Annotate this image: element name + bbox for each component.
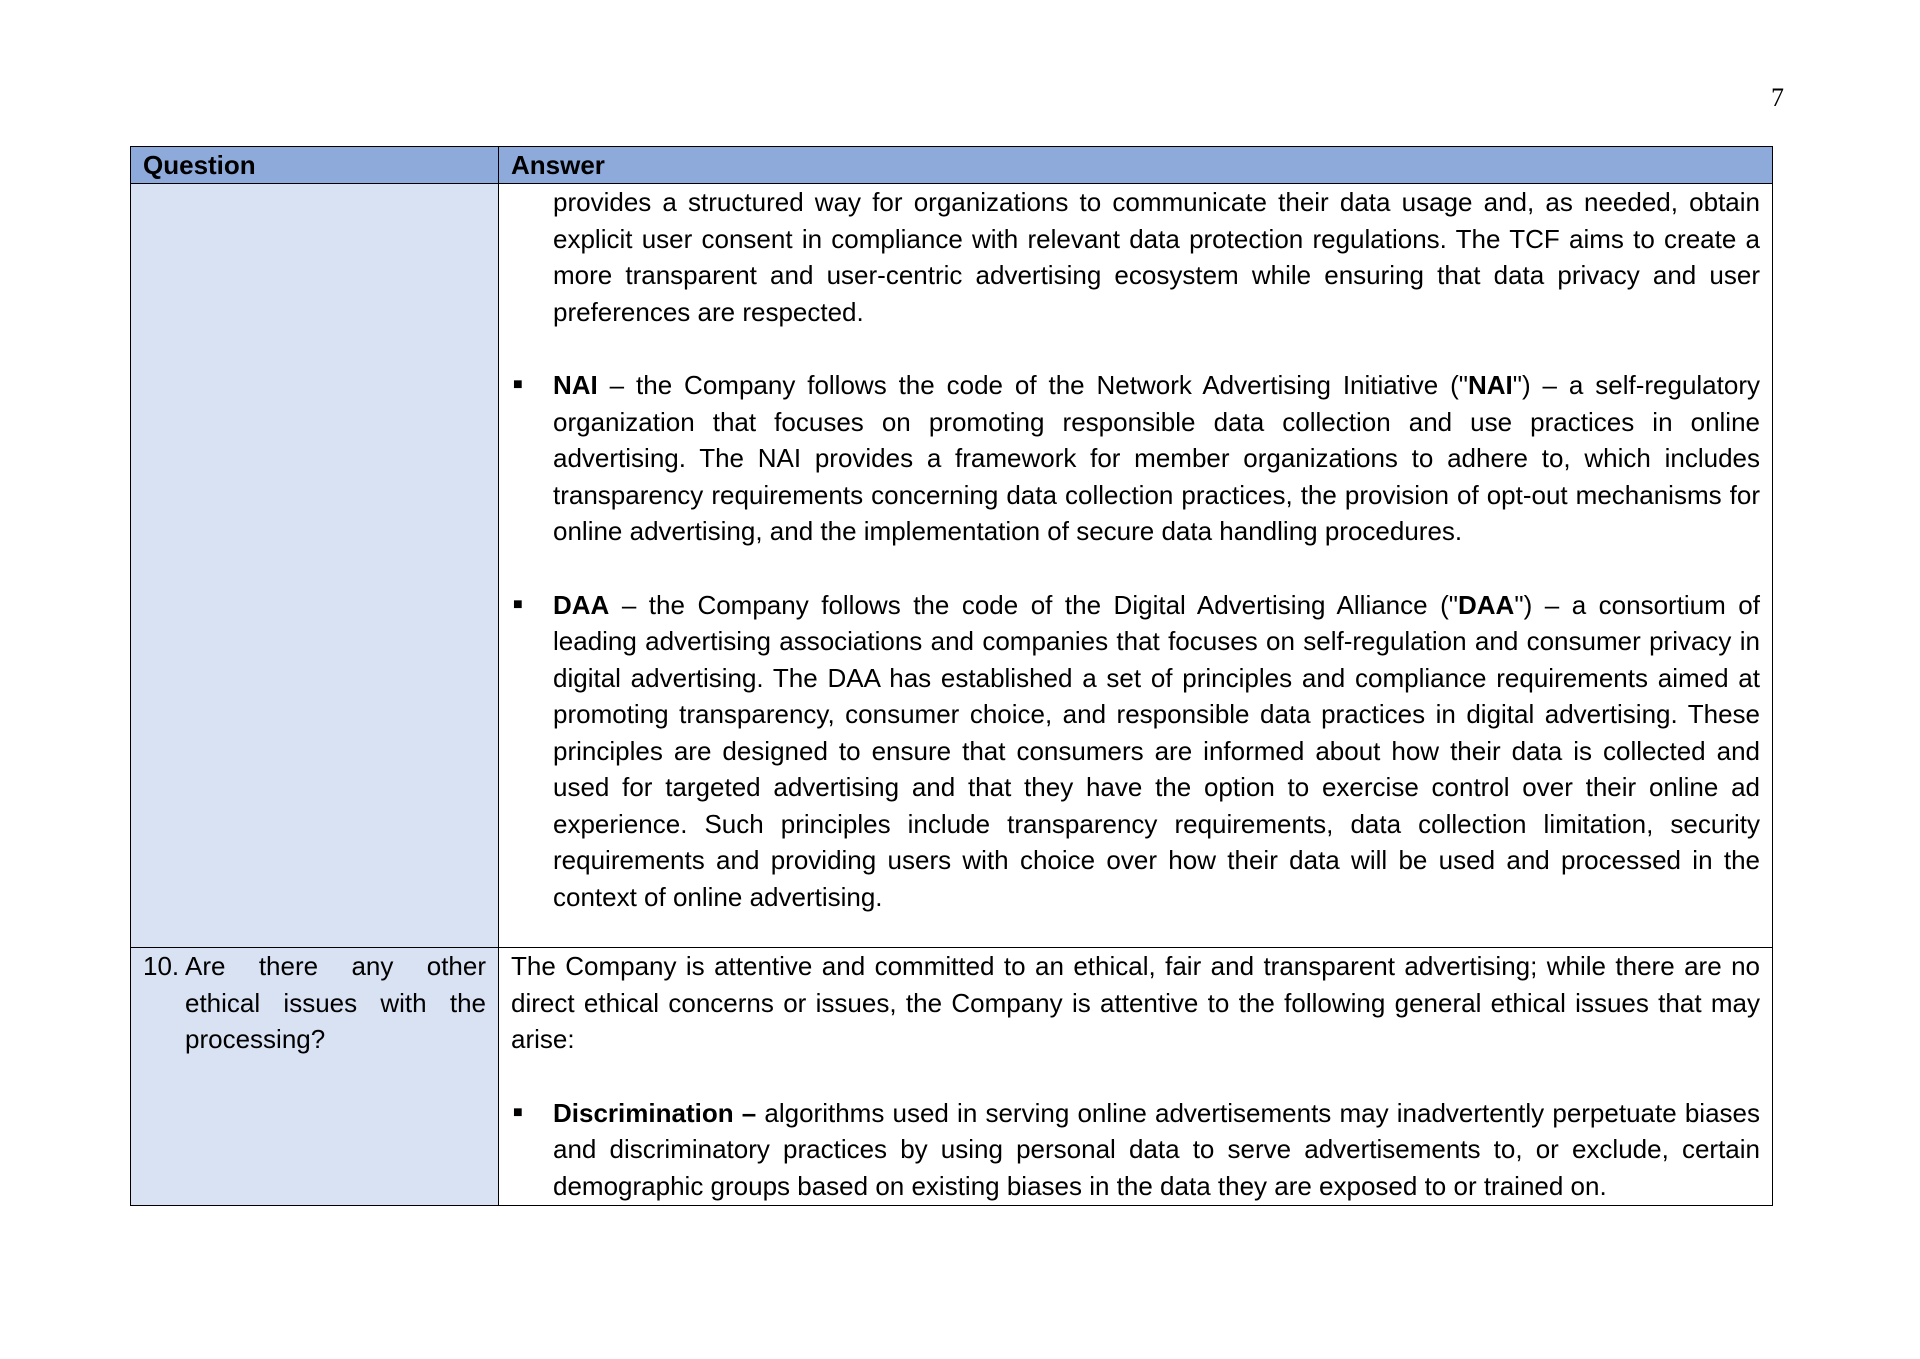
answer-continuation-text: provides a structured way for organizations to communicate their data usage and, as needed, obtain explicit user consent in compliance with relevant data protection regulations. The TCF aims to create a more transparent and user-centric advertising ecosystem while ensuring that data privacy and user preferences are respected. <box>553 187 1760 327</box>
square-bullet-icon: ■ <box>513 595 523 613</box>
bullet-item-nai <box>511 367 1760 550</box>
question-cell <box>131 184 499 948</box>
bullet-text: algorithms used in serving online advertisements may inadvertently perpetuate biases and discriminatory practices by using personal data to serve advertisements to, or exclude, certain demographic groups based on existing biases in the data they are exposed to or trained on. <box>553 1097 1761 1201</box>
table-row <box>131 948 1773 1206</box>
answer-cell <box>499 184 1773 948</box>
answer-intro-text: The Company is attentive and committed to an ethical, fair and transparent advertising; while there are no direct ethical concerns or issues, the Company is attentive to the following general ethical issues that may arise: <box>511 951 1760 1054</box>
bullet-text: ") – a self-regulatory organization that focuses on promoting responsible data collection and use practices in online advertising. The NAI provides a framework for member organizations to adhere to, which includes transparency requirements concerning data collection practices, the provision of opt-out mechanisms for online advertising, and the implementation of secure data handling procedures. <box>553 370 1760 546</box>
bullet-text: ") – a consortium of leading advertising associations and companies that focuses on self-regulation and consumer privacy in digital advertising. The DAA has established a set of principles and compliance requirements aimed at promoting transparency, consumer choice, and responsible data practices in digital advertising. These principles are designed to ensure that consumers are informed about how their data is collected and used for targeted advertising and that they have the option to exercise control over their online ad experience. Such principles include transparency requirements, data collection limitation, security requirements and providing users with choice over how their data will be used and processed in the context of online advertising. <box>553 589 1760 912</box>
column-header-answer: Answer <box>499 147 1773 184</box>
table-header-row <box>131 147 1773 184</box>
bullet-text: – the Company follows the code of the Network Advertising Initiative (" <box>597 370 1468 400</box>
square-bullet-icon: ■ <box>513 376 523 393</box>
question-item <box>143 948 486 1058</box>
bullet-text: – the Company follows the code of the Digital Advertising Alliance (" <box>609 589 1458 620</box>
bullet-term: DAA <box>553 589 610 620</box>
question-text: Are there any other ethical issues with the processing? <box>185 951 486 1054</box>
table-row <box>131 184 1773 948</box>
question-answer-table <box>130 146 1773 1206</box>
bullet-term: NAI <box>553 370 598 400</box>
bullet-term: Discrimination – <box>553 1097 757 1128</box>
bullet-item-discrimination <box>511 1095 1760 1205</box>
page-number: 7 <box>1771 83 1784 112</box>
column-header-question: Question <box>131 147 499 184</box>
bullet-term-inline: DAA <box>1458 589 1515 620</box>
bullet-term-inline: NAI <box>1467 370 1513 400</box>
bullet-item-daa <box>511 587 1760 916</box>
square-bullet-icon: ■ <box>513 1103 523 1121</box>
question-cell <box>131 948 499 1206</box>
question-number: 10. <box>143 951 180 981</box>
answer-cell <box>499 948 1773 1206</box>
